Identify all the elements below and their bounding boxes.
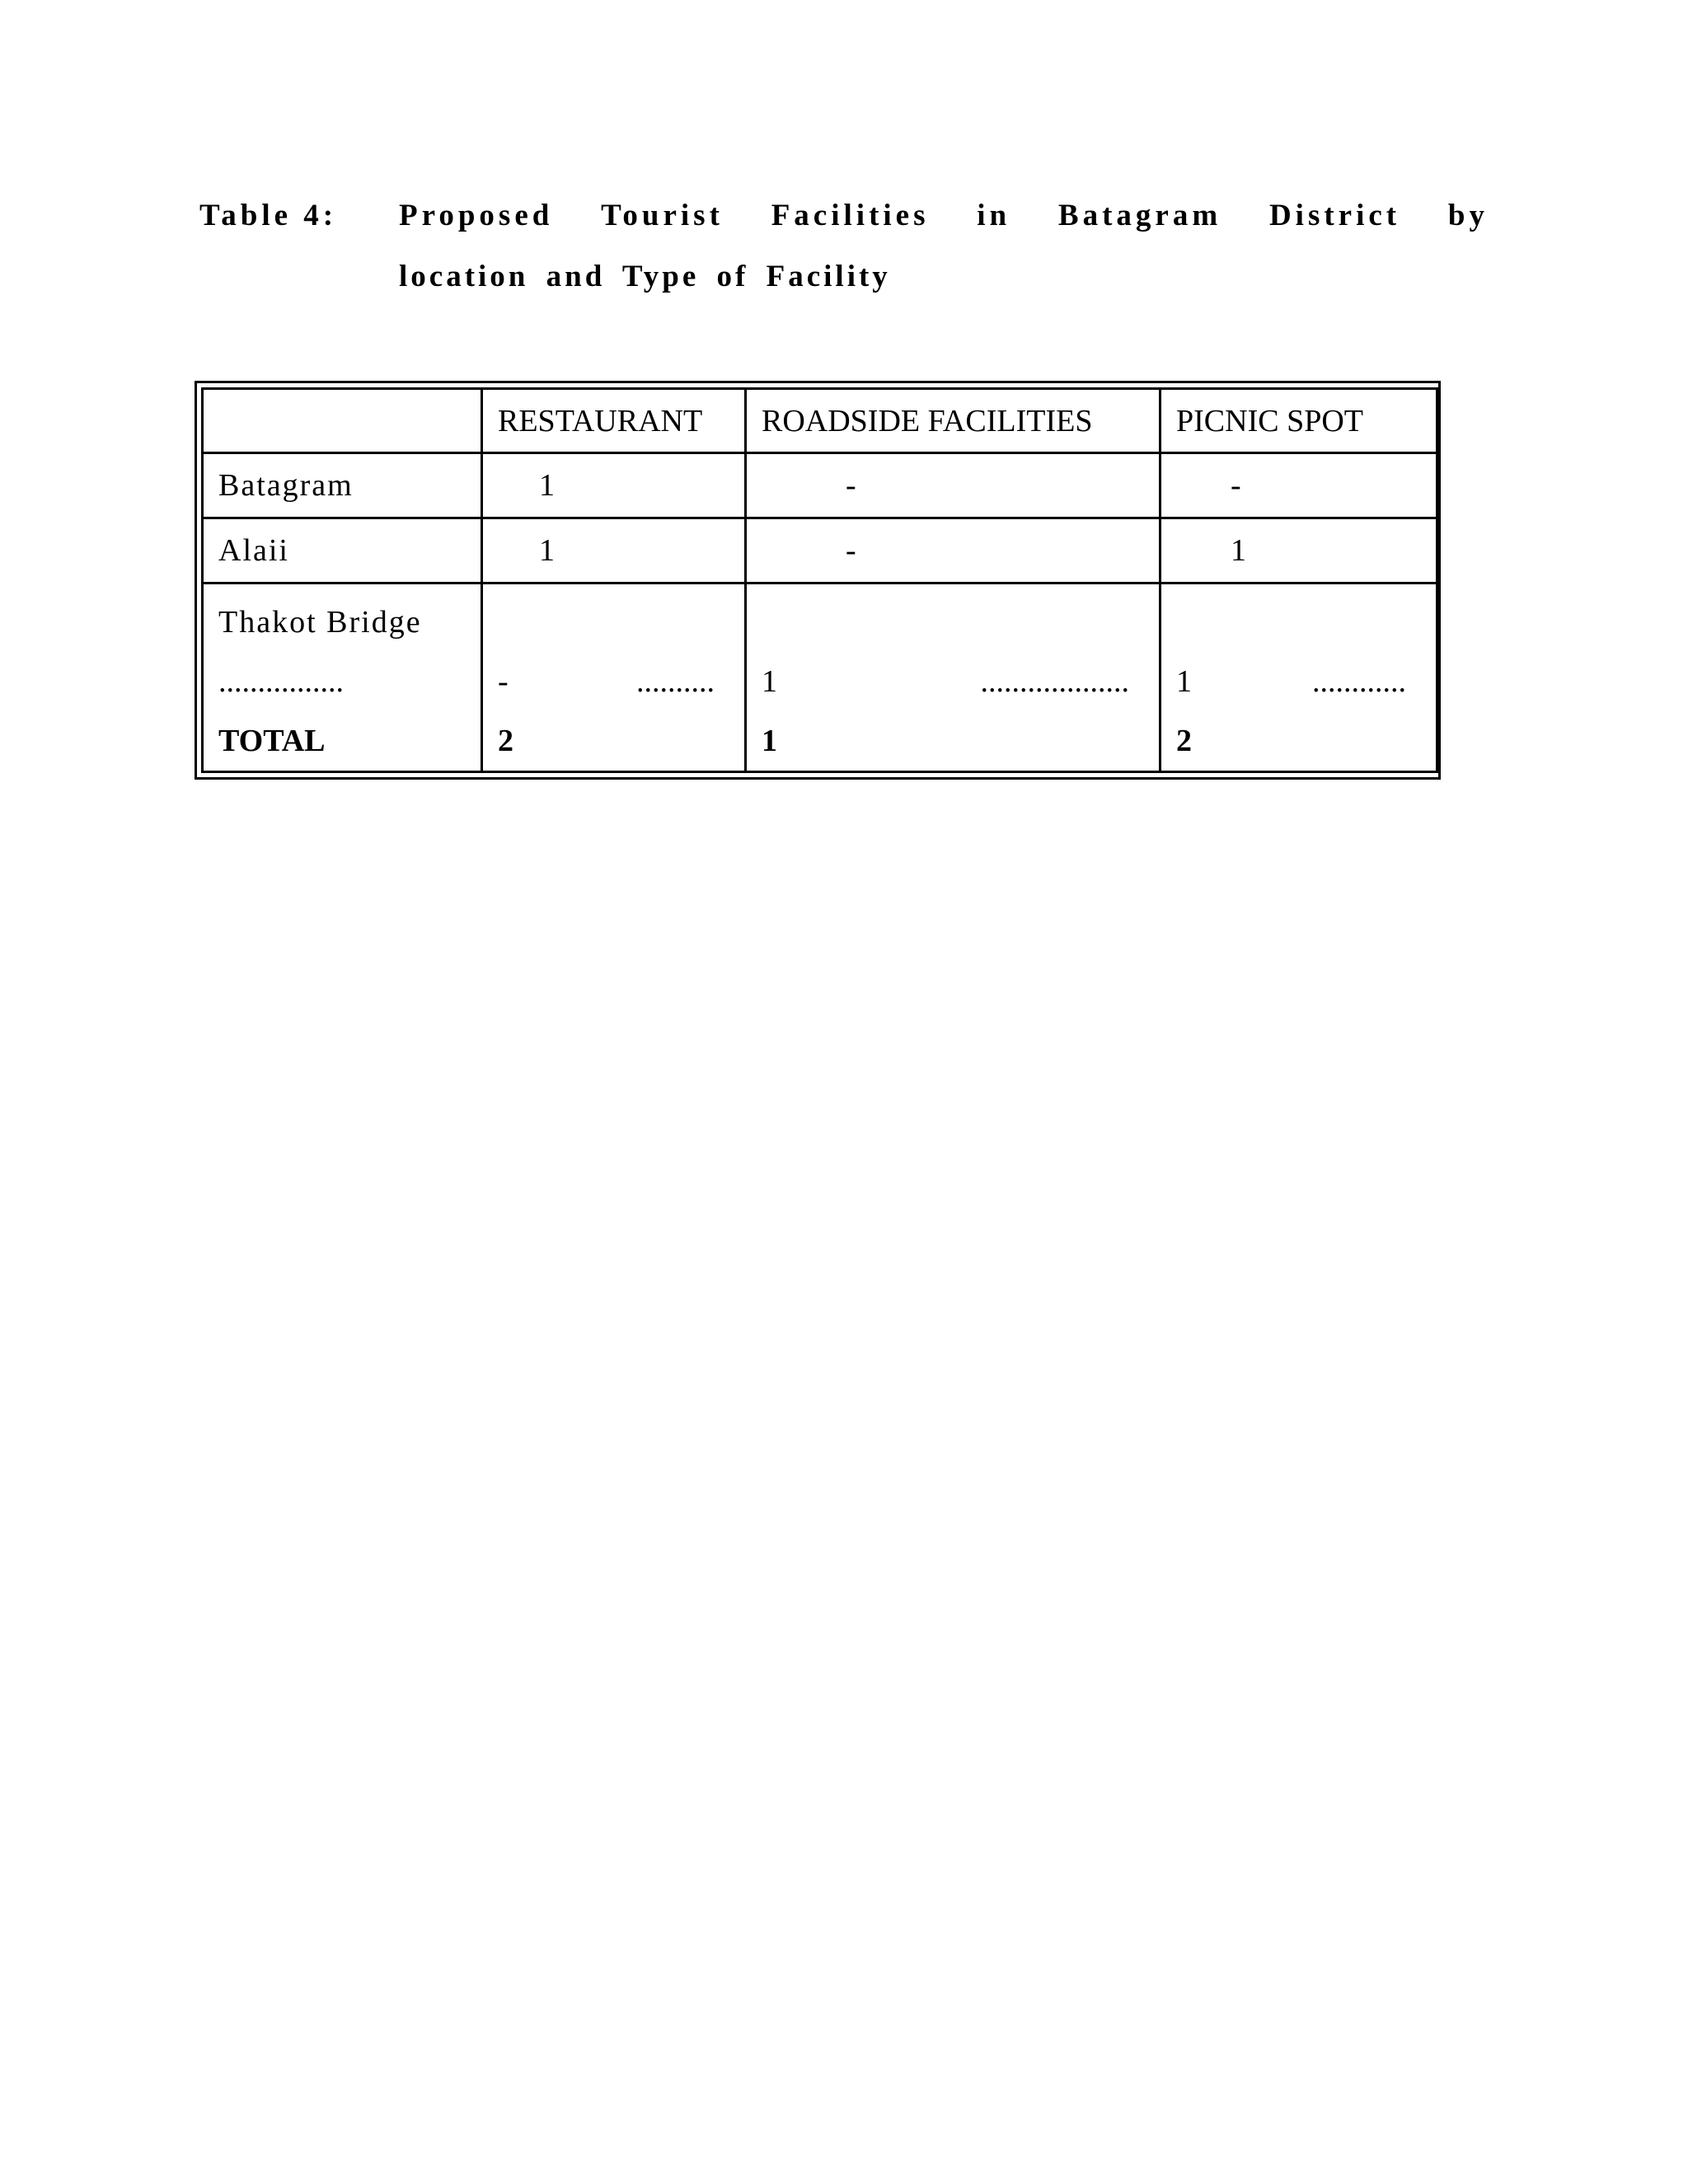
table-caption-title-line2: location and Type of Facility (399, 260, 891, 293)
dot-leader: ............ (1312, 664, 1406, 699)
restaurant-value-with-leader (498, 652, 744, 711)
facilities-table (201, 387, 1438, 773)
table-row (203, 453, 1437, 518)
caption-word: Facilities (771, 199, 930, 232)
location-stack-cell (203, 583, 482, 772)
location-cell: Thakot Bridge (218, 605, 422, 640)
restaurant-cell: 1 (482, 518, 746, 583)
picnic-value-with-leader (1176, 652, 1436, 711)
caption-word: in (977, 199, 1011, 232)
caption-word: District (1268, 199, 1401, 232)
dot-leader: .......... (636, 664, 715, 699)
restaurant-cell: 1 (482, 453, 746, 518)
table-row (203, 518, 1437, 583)
total-roadside: 1 (762, 724, 777, 758)
picnic-cell: 1 (1160, 518, 1437, 583)
table-caption-label: Table 4: (199, 199, 338, 232)
header-cell-roadside: ROADSIDE FACILITIES (746, 389, 1160, 453)
facilities-table-frame (195, 381, 1441, 780)
total-restaurant: 2 (498, 724, 513, 758)
restaurant-stack-cell (482, 583, 746, 772)
caption-word: Batagram (1057, 199, 1222, 232)
roadside-cell: - (746, 518, 1160, 583)
location-cell: Batagram (203, 453, 482, 518)
location-cell: Alaii (203, 518, 482, 583)
restaurant-cell: - (498, 664, 509, 699)
dot-leader: ................ (218, 664, 344, 699)
table-row-thakot-and-total (203, 583, 1437, 772)
dot-leader: ................... (980, 664, 1129, 699)
header-cell-location (203, 389, 482, 453)
total-picnic: 2 (1176, 724, 1192, 758)
header-cell-picnic: PICNIC SPOT (1160, 389, 1437, 453)
picnic-stack-cell (1160, 583, 1437, 772)
total-label: TOTAL (218, 724, 326, 758)
table-header-row (203, 389, 1437, 453)
header-cell-restaurant: RESTAURANT (482, 389, 746, 453)
roadside-value-with-leader (762, 652, 1159, 711)
table-caption-title-line1 (399, 198, 1489, 233)
caption-word: by (1447, 199, 1489, 232)
roadside-stack-cell (746, 583, 1160, 772)
picnic-cell: - (1160, 453, 1437, 518)
roadside-cell: - (746, 453, 1160, 518)
picnic-cell: 1 (1176, 664, 1192, 699)
roadside-cell: 1 (762, 664, 777, 699)
caption-word: Tourist (601, 199, 724, 232)
caption-word: Proposed (399, 199, 554, 232)
